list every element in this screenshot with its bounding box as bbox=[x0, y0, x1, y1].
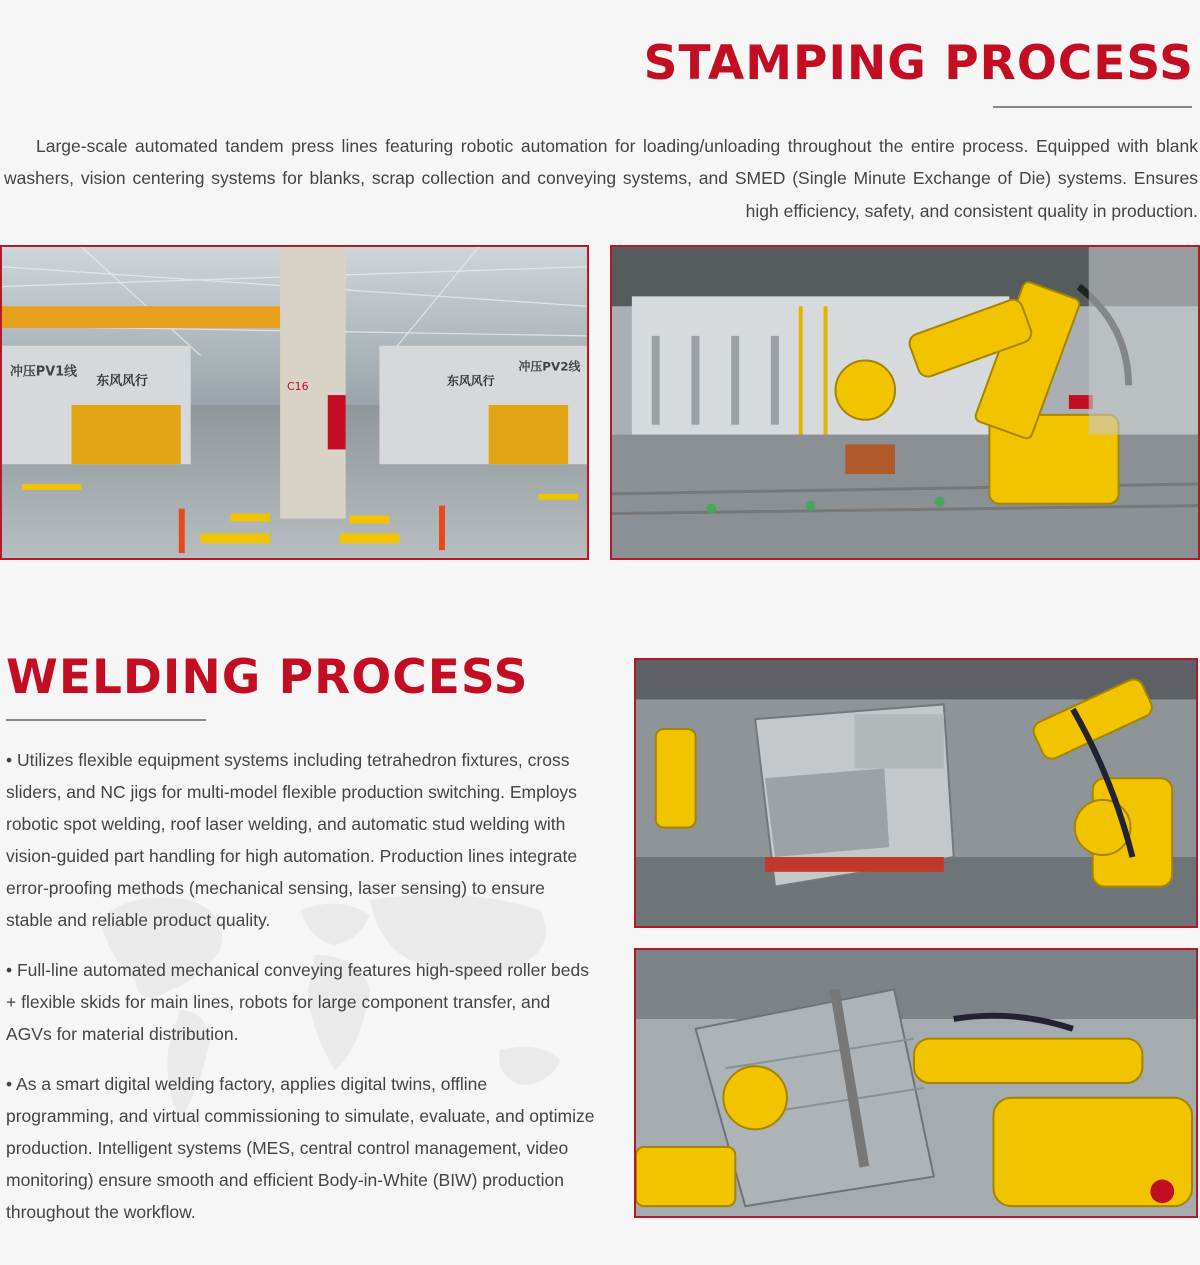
stamping-title: STAMPING PROCESS bbox=[643, 36, 1194, 91]
press-line-pv2-sign: 冲压PV2线 bbox=[518, 359, 581, 374]
welding-underbody-photo bbox=[634, 948, 1198, 1218]
pillar-label: C16 bbox=[287, 380, 309, 394]
welding-cab-body-photo bbox=[634, 658, 1198, 928]
brand-sign-left: 东风风行 bbox=[96, 374, 148, 390]
welding-title-underline bbox=[6, 719, 206, 721]
welding-paragraph-1: • Utilizes flexible equipment systems including tetrahedron fixtures, cross sliders, and NC jigs for multi-model flexible production switching. Employs robotic spot welding, roof laser welding, and automatic stud welding with vision-guided part handling for high automation. Production lines integrate error-proofing methods (mechanical sensing, laser sensing) to ensure stable and reliable product quality. bbox=[6, 750, 578, 930]
press-line-pv1-sign: 冲压PV1线 bbox=[9, 364, 78, 380]
welding-title: WELDING PROCESS bbox=[6, 650, 529, 705]
welding-description bbox=[6, 744, 596, 1246]
stamping-press-hall-photo bbox=[0, 245, 589, 560]
welding-paragraph-3: • As a smart digital welding factory, applies digital twins, offline programming, and virtual commissioning to simulate, evaluate, and optimize production. Intelligent systems (MES, central control management, video monitoring) ensure smooth and efficient Body-in-White (BIW) production throughout the workflow. bbox=[6, 1074, 595, 1222]
brand-sign-right: 东风风行 bbox=[446, 374, 495, 389]
stamping-title-underline bbox=[993, 106, 1192, 108]
stamping-description: Large-scale automated tandem press lines featuring robotic automation for loading/unloading throughout the entire process. Equipped with blank washers, vision centering systems for blanks, scrap collection and conveying systems, and SMED (Single Minute Exchange of Die) systems. Ensures high efficiency, safety, and consistent quality in production. bbox=[4, 136, 1198, 221]
stamping-robot-photo bbox=[610, 245, 1200, 560]
welding-paragraph-2: • Full-line automated mechanical conveying features high-speed roller beds + flexible skids for main lines, robots for large component transfer, and AGVs for material distribution. bbox=[6, 960, 589, 1044]
